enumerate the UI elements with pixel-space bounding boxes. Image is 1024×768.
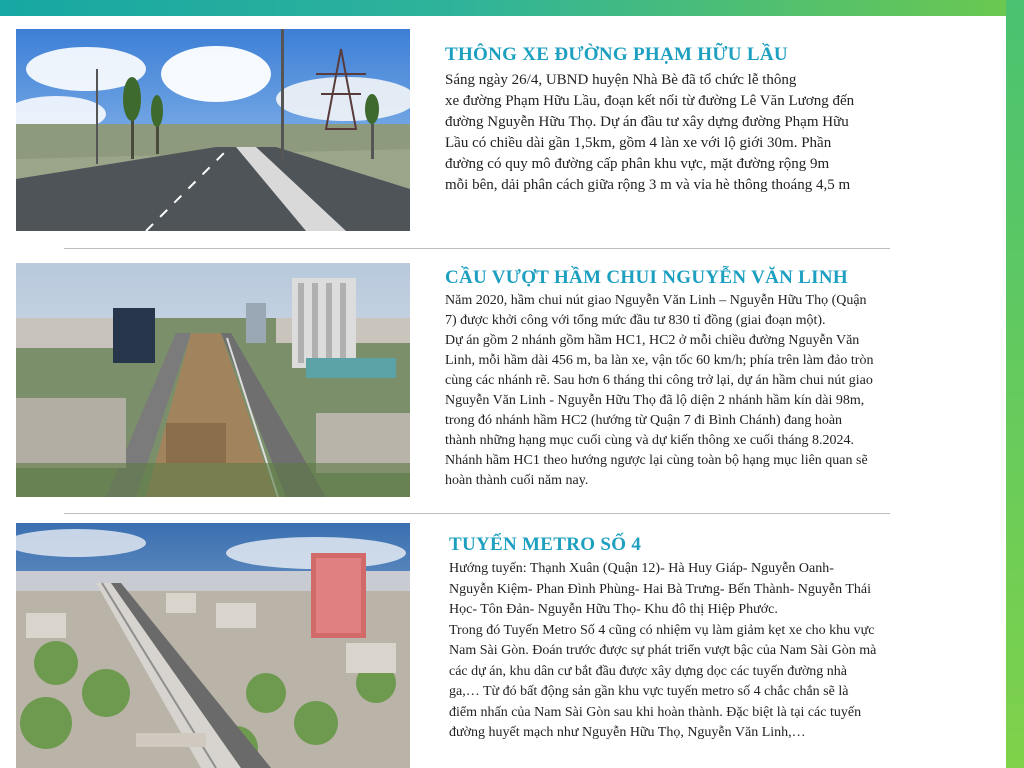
top-accent-bar: [0, 0, 1024, 16]
metro-line-photo-icon: [16, 523, 410, 768]
section-body-pham-huu-lau: Sáng ngày 26/4, UBND huyện Nhà Bè đã tổ chức lễ thông xe đường Phạm Hữu Lầu, đoạn kết nối từ đường Lê Văn Lương đến đường Nguyễn Hữu Thọ. Dự án đầu tư xây dựng đường Phạm Hữu Lầu có chiều dài gần 1,5km, gồm 4 làn xe với lộ giới 30m. Phần đường có quy mô đường cấp phân khu vực, mặt đường rộng 9m mỗi bên, dải phân cách giữa rộng 3 m và vỉa hè thông thoáng 4,5 m: [445, 72, 855, 193]
road-photo-icon: [16, 29, 410, 231]
section-body-metro-so-4: Hướng tuyến: Thạnh Xuân (Quận 12)- Hà Huy Giáp- Nguyễn Oanh- Nguyễn Kiệm- Phan Đình Phùng- Hai Bà Trưng- Bến Thành- Nguyễn Thái Học- Tôn Đản- Nguyễn Hữu Thọ- Khu đô thị Hiệp Phước. Trong đó Tuyến Metro Số 4 cũng có nhiệm vụ làm giảm kẹt xe cho khu vực Nam Sài Gòn. Đoán trước được sự phát triển vượt bậc của Nam Sài Gòn mà các dự án, khu dân cư bắt đầu được xây dựng dọc các tuyến đường nhà ga,… Từ đó bất động sản gần khu vực tuyến metro số 4 chắc chắn sẽ là điểm nhấn của Nam Sài Gòn sau khi hoàn thành. Đặc biệt là tại các tuyến đường huyết mạch như Nguyễn Hữu Thọ, Nguyễn Văn Linh,…: [449, 561, 877, 740]
section-divider: [64, 513, 890, 514]
section-divider: [64, 248, 890, 249]
section-title-nguyen-van-linh: CẦU VƯỢT HẦM CHUI NGUYỄN VĂN LINH: [445, 267, 848, 288]
page: [0, 16, 1006, 768]
section-title-metro-so-4: TUYẾN METRO SỐ 4: [449, 534, 642, 555]
section-title-pham-huu-lau: THÔNG XE ĐƯỜNG PHẠM HỮU LẦU: [445, 44, 788, 65]
right-accent-bar: [1006, 0, 1024, 768]
tunnel-construction-photo-icon: [16, 263, 410, 497]
section-body-nguyen-van-linh: Năm 2020, hầm chui nút giao Nguyễn Văn Linh – Nguyễn Hữu Thọ (Quận 7) được khởi công với tổng mức đầu tư 830 tỉ đồng (giai đoạn một). Dự án gồm 2 nhánh gồm hầm HC1, HC2 ở mỗi chiều đường Nguyễn Văn Linh, mỗi hầm dài 456 m, ba làn xe, vận tốc 60 km/h; phía trên làm đảo tròn cùng các nhánh rẽ. Sau hơn 6 tháng thi công trở lại, dự án hầm chui nút giao Nguyễn Văn Linh - Nguyễn Hữu Thọ đã lộ diện 2 nhánh hầm kín dài 98m, trong đó nhánh hầm HC2 (hướng từ Quận 7 đi Bình Chánh) đang hoàn thành những hạng mục cuối cùng và dự kiến thông xe cuối tháng 8.2024. Nhánh hầm HC1 theo hướng ngược lại cùng toàn bộ hạng mục liên quan sẽ hoàn thành cuối năm nay.: [445, 293, 874, 488]
